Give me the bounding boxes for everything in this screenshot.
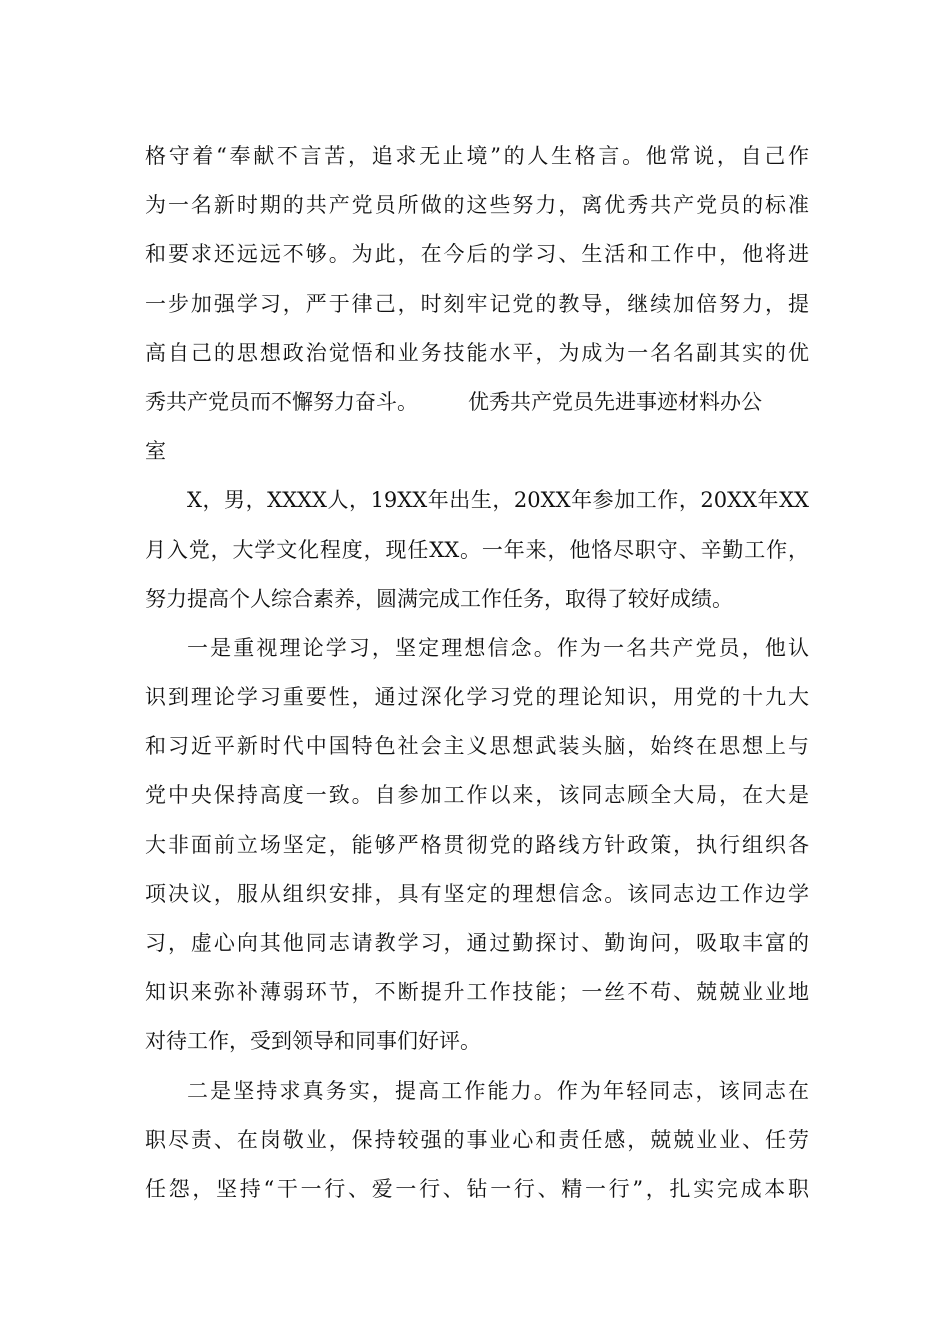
paragraph-first-line: X，男，XXXX人，19XX年出生，20XX年参加工作，20XX年XX <box>187 488 809 513</box>
closing-sentence: 秀共产党员而不懈努力奋斗。 <box>145 389 418 414</box>
text-line <box>145 378 809 427</box>
text-line: 月入党，大学文化程度，现任XX。一年来，他恪尽职守、辛勤工作， <box>145 537 809 562</box>
paragraph-first-line: 一是重视理论学习，坚定理想信念。作为一名共产党员，他认 <box>187 635 809 660</box>
text-line: 格守着“奉献不言苦，追求无止境”的人生格言。他常说，自己作 <box>145 144 809 168</box>
text-line: 一步加强学习，严于律己，时刻牢记党的教导，继续加倍努力，提 <box>145 291 809 316</box>
section-title-continuation: 室 <box>145 439 166 464</box>
paragraph-first-line: 二是坚持求真务实，提高工作能力。作为年轻同志，该同志在 <box>187 1078 809 1103</box>
text-line: 和要求还远远不够。为此，在今后的学习、生活和工作中，他将进 <box>145 242 809 267</box>
text-line: 高自己的思想政治觉悟和业务技能水平，为成为一名名副其实的优 <box>145 340 809 365</box>
text-line: 职尽责、在岗敬业，保持较强的事业心和责任感，兢兢业业、任劳 <box>145 1127 809 1152</box>
text-line: 习，虚心向其他同志请教学习，通过勤探讨、勤询问，吸取丰富的 <box>145 931 809 955</box>
text-line: 和习近平新时代中国特色社会主义思想武装头脑，始终在思想上与 <box>145 734 809 759</box>
text-line: 项决议，服从组织安排，具有坚定的理想信念。该同志边工作边学 <box>145 881 809 906</box>
text-line: 为一名新时期的共产党员所做的这些努力，离优秀共产党员的标准 <box>145 193 809 218</box>
text-line: 任怨，坚持“干一行、爱一行、钻一行、精一行”，扎实完成本职 <box>145 1176 809 1201</box>
section-title: 优秀共产党员先进事迹材料办公 <box>468 389 762 414</box>
text-line: 党中央保持高度一致。自参加工作以来，该同志顾全大局，在大是 <box>145 783 809 808</box>
text-line: 大非面前立场坚定，能够严格贯彻党的路线方针政策，执行组织各 <box>145 832 809 857</box>
text-line: 知识来弥补薄弱环节，不断提升工作技能；一丝不苟、兢兢业业地 <box>145 980 809 1005</box>
text-line: 识到理论学习重要性，通过深化学习党的理论知识，用党的十九大 <box>145 685 809 710</box>
paragraph-last-line: 对待工作，受到领导和同事们好评。 <box>145 1029 481 1054</box>
document-body <box>145 132 809 1214</box>
paragraph-last-line: 努力提高个人综合素养，圆满完成工作任务，取得了较好成绩。 <box>145 586 733 611</box>
